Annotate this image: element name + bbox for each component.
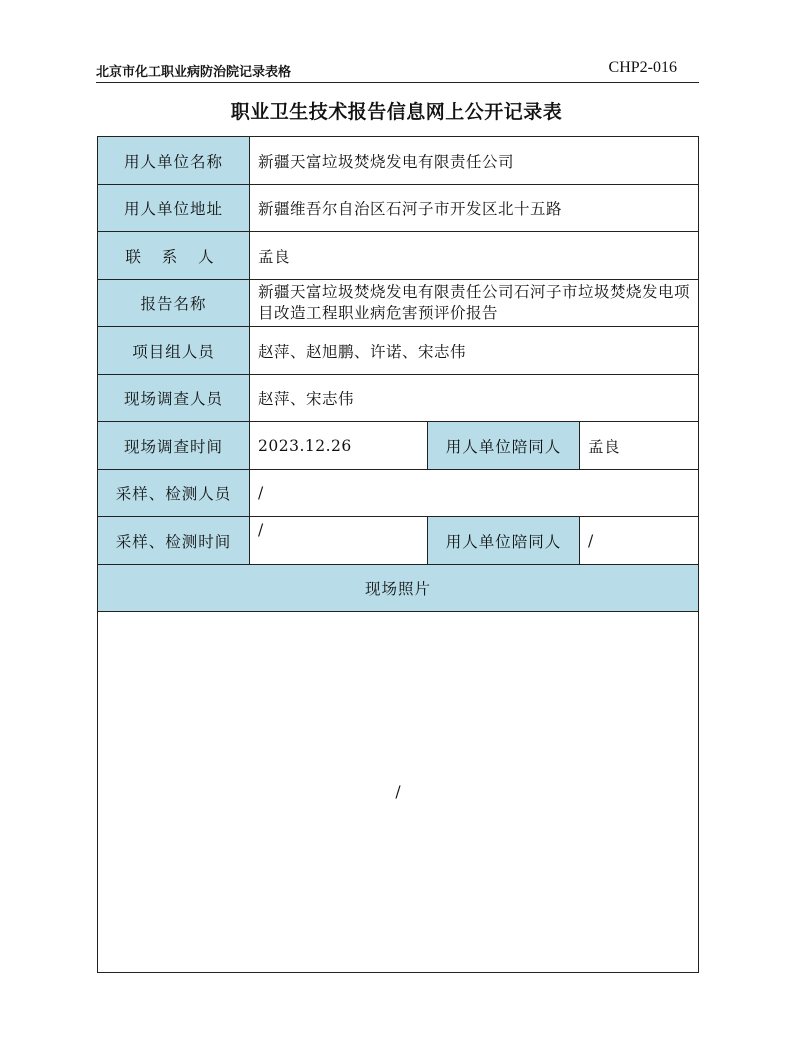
project-team-value: 赵萍、赵旭鹏、许诺、宋志伟 (250, 327, 699, 375)
photos-label: 现场照片 (98, 565, 699, 612)
row-project-team (98, 327, 699, 375)
project-team-label: 项目组人员 (98, 327, 250, 375)
site-escort-value: 孟良 (580, 422, 699, 470)
row-employer-address (98, 185, 699, 232)
sampling-time-value: / (250, 517, 428, 565)
record-form-table (97, 136, 699, 973)
employer-address-value: 新疆维吾尔自治区石河子市开发区北十五路 (250, 185, 699, 232)
row-site-investigation-time (98, 422, 699, 470)
sampling-time-label: 采样、检测时间 (98, 517, 250, 565)
employer-name-label: 用人单位名称 (98, 137, 250, 185)
row-sampling-time (98, 517, 699, 565)
report-name-value: 新疆天富垃圾焚烧发电有限责任公司石河子市垃圾焚烧发电项目改造工程职业病危害预评价报告 (250, 280, 699, 327)
form-code: CHP2-016 (608, 59, 677, 76)
page-header (96, 59, 699, 83)
contact-label: 联 系 人 (98, 232, 250, 280)
sampling-staff-value: / (250, 470, 699, 517)
site-investigation-time-label: 现场调查时间 (98, 422, 250, 470)
site-investigation-time-value: 2023.12.26 (250, 422, 428, 470)
employer-name-value: 新疆天富垃圾焚烧发电有限责任公司 (250, 137, 699, 185)
row-report-name (98, 280, 699, 327)
report-name-label: 报告名称 (98, 280, 250, 327)
row-contact (98, 232, 699, 280)
site-investigators-label: 现场调查人员 (98, 375, 250, 422)
row-employer-name (98, 137, 699, 185)
employer-address-label: 用人单位地址 (98, 185, 250, 232)
row-photos (98, 612, 699, 973)
row-sampling-staff (98, 470, 699, 517)
photos-value: / (98, 612, 699, 973)
organization-name: 北京市化工职业病防治院记录表格 (96, 65, 292, 80)
site-escort-label: 用人单位陪同人 (428, 422, 580, 470)
site-investigators-value: 赵萍、宋志伟 (250, 375, 699, 422)
sampling-staff-label: 采样、检测人员 (98, 470, 250, 517)
row-photos-header (98, 565, 699, 612)
row-site-investigators (98, 375, 699, 422)
sampling-escort-label: 用人单位陪同人 (428, 517, 580, 565)
contact-value: 孟良 (250, 232, 699, 280)
sampling-escort-value: / (580, 517, 699, 565)
document-title: 职业卫生技术报告信息网上公开记录表 (230, 101, 563, 123)
